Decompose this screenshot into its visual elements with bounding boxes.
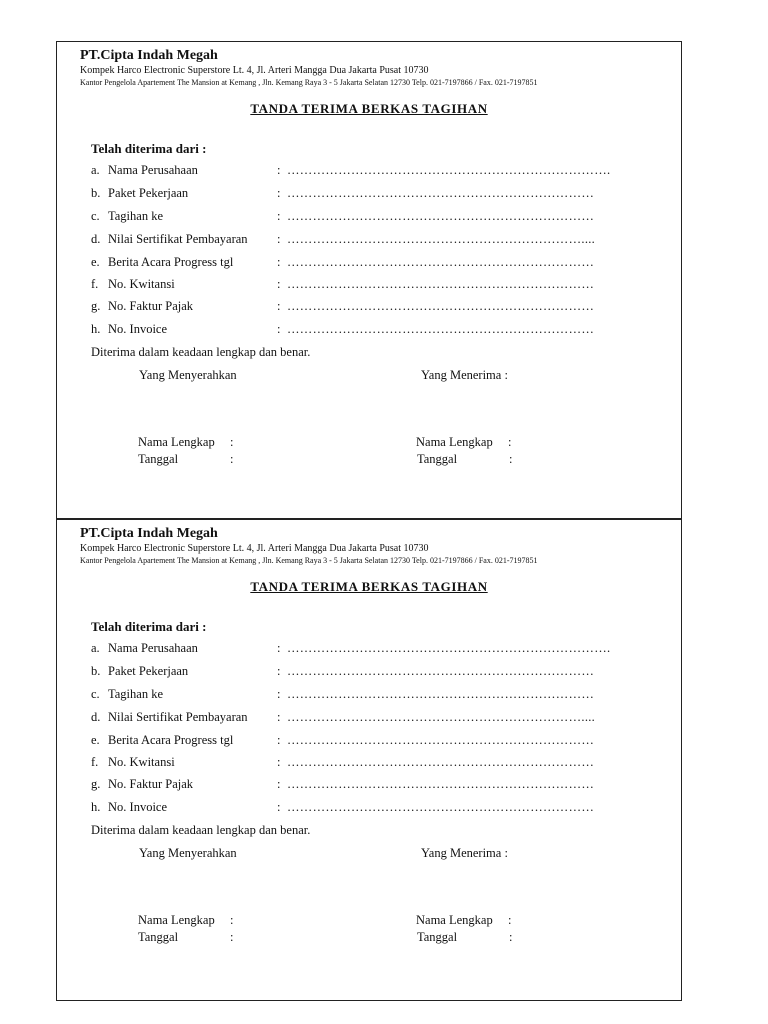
form-title: TANDA TERIMA BERKAS TAGIHAN <box>250 579 488 594</box>
field-colon: : <box>277 641 281 655</box>
date-label: Tanggal <box>138 452 179 466</box>
full-name-colon: : <box>508 913 512 927</box>
field-colon: : <box>277 710 281 724</box>
field-letter: e. <box>91 733 100 747</box>
field-fill-line[interactable]: ……………………………………………………………… <box>287 800 595 814</box>
field-letter: e. <box>91 255 100 269</box>
field-colon: : <box>277 209 281 223</box>
field-fill-line[interactable]: ……………………………………………………………… <box>287 299 595 313</box>
field-fill-line[interactable]: …………………………………………………………….... <box>287 232 596 246</box>
company-address: Kompek Harco Electronic Superstore Lt. 4, Jl. Arteri Mangga Dua Jakarta Pusat 10730 <box>80 543 429 554</box>
receiver-heading: Yang Menerima : <box>421 846 508 860</box>
date-colon: : <box>230 452 234 466</box>
date-label: Tanggal <box>417 930 458 944</box>
field-fill-line[interactable]: …………………………………………………………………. <box>287 641 611 655</box>
field-colon: : <box>277 800 281 814</box>
field-colon: : <box>277 277 281 291</box>
field-label: No. Invoice <box>108 322 168 336</box>
field-letter: g. <box>91 299 101 313</box>
date-colon: : <box>509 452 513 466</box>
field-letter: a. <box>91 641 100 655</box>
field-label: Paket Pekerjaan <box>108 664 189 678</box>
field-fill-line[interactable]: ……………………………………………………………… <box>287 277 595 291</box>
full-name-colon: : <box>230 435 234 449</box>
field-label: Berita Acara Progress tgl <box>108 255 234 269</box>
field-fill-line[interactable]: …………………………………………………………….... <box>287 710 596 724</box>
field-letter: f. <box>91 755 99 769</box>
field-label: Berita Acara Progress tgl <box>108 733 234 747</box>
full-name-colon: : <box>508 435 512 449</box>
field-colon: : <box>277 299 281 313</box>
field-label: Nilai Sertifikat Pembayaran <box>108 710 248 724</box>
field-colon: : <box>277 322 281 336</box>
field-label: Nilai Sertifikat Pembayaran <box>108 232 248 246</box>
field-receipt-number <box>91 277 651 295</box>
receipt-form-1 <box>56 41 682 519</box>
completeness-statement: Diterima dalam keadaan lengkap dan benar. <box>91 345 311 359</box>
field-work-package <box>91 664 651 682</box>
received-from-heading: Telah diterima dari : <box>91 619 207 634</box>
field-fill-line[interactable]: ……………………………………………………………… <box>287 209 595 223</box>
full-name-label: Nama Lengkap <box>138 435 215 449</box>
field-progress-report-date <box>91 255 651 273</box>
field-label: No. Kwitansi <box>108 277 175 291</box>
field-colon: : <box>277 186 281 200</box>
date-label: Tanggal <box>138 930 179 944</box>
field-fill-line[interactable]: …………………………………………………………………. <box>287 163 611 177</box>
field-letter: b. <box>91 186 101 200</box>
field-colon: : <box>277 755 281 769</box>
field-label: Tagihan ke <box>108 687 164 701</box>
field-label: Nama Perusahaan <box>108 163 198 177</box>
giver-heading: Yang Menyerahkan <box>139 368 237 382</box>
received-from-heading: Telah diterima dari : <box>91 141 207 156</box>
company-address: Kompek Harco Electronic Superstore Lt. 4, Jl. Arteri Mangga Dua Jakarta Pusat 10730 <box>80 65 429 76</box>
field-label: No. Kwitansi <box>108 755 175 769</box>
field-letter: a. <box>91 163 100 177</box>
field-letter: d. <box>91 710 101 724</box>
field-colon: : <box>277 733 281 747</box>
full-name-label: Nama Lengkap <box>416 913 493 927</box>
field-label: No. Faktur Pajak <box>108 299 194 313</box>
field-invoice-number <box>91 800 651 818</box>
field-company-name <box>91 641 651 659</box>
field-fill-line[interactable]: ……………………………………………………………… <box>287 687 595 701</box>
field-invoice-number-sequence <box>91 687 651 705</box>
field-payment-certificate-value <box>91 710 651 728</box>
management-office-address: Kantor Pengelola Apartement The Mansion at Kemang , Jln. Kemang Raya 3 - 5 Jakarta Selatan 12730 Telp. 021-7197866 / Fax. 021-7197851 <box>80 556 538 565</box>
field-label: No. Invoice <box>108 800 168 814</box>
field-fill-line[interactable]: ……………………………………………………………… <box>287 255 595 269</box>
field-label: Paket Pekerjaan <box>108 186 189 200</box>
field-letter: c. <box>91 209 100 223</box>
field-colon: : <box>277 777 281 791</box>
form-title: TANDA TERIMA BERKAS TAGIHAN <box>250 101 488 116</box>
field-invoice-number-sequence <box>91 209 651 227</box>
field-colon: : <box>277 232 281 246</box>
field-label: No. Faktur Pajak <box>108 777 194 791</box>
field-colon: : <box>277 163 281 177</box>
field-colon: : <box>277 255 281 269</box>
field-letter: c. <box>91 687 100 701</box>
full-name-label: Nama Lengkap <box>416 435 493 449</box>
field-fill-line[interactable]: ……………………………………………………………… <box>287 322 595 336</box>
full-name-colon: : <box>230 913 234 927</box>
field-fill-line[interactable]: ……………………………………………………………… <box>287 777 595 791</box>
company-name: PT.Cipta Indah Megah <box>80 48 218 63</box>
field-letter: f. <box>91 277 99 291</box>
field-label: Nama Perusahaan <box>108 641 198 655</box>
field-company-name <box>91 163 651 181</box>
field-fill-line[interactable]: ……………………………………………………………… <box>287 664 595 678</box>
field-tax-invoice-number <box>91 777 651 795</box>
full-name-label: Nama Lengkap <box>138 913 215 927</box>
field-payment-certificate-value <box>91 232 651 250</box>
date-colon: : <box>509 930 513 944</box>
field-label: Tagihan ke <box>108 209 164 223</box>
management-office-address: Kantor Pengelola Apartement The Mansion at Kemang , Jln. Kemang Raya 3 - 5 Jakarta Selatan 12730 Telp. 021-7197866 / Fax. 021-7197851 <box>80 78 538 87</box>
field-tax-invoice-number <box>91 299 651 317</box>
field-letter: d. <box>91 232 101 246</box>
date-colon: : <box>230 930 234 944</box>
field-fill-line[interactable]: ……………………………………………………………… <box>287 733 595 747</box>
field-colon: : <box>277 687 281 701</box>
field-progress-report-date <box>91 733 651 751</box>
field-fill-line[interactable]: ……………………………………………………………… <box>287 755 595 769</box>
completeness-statement: Diterima dalam keadaan lengkap dan benar. <box>91 823 311 837</box>
field-work-package <box>91 186 651 204</box>
receipt-form-2 <box>56 519 682 1001</box>
field-colon: : <box>277 664 281 678</box>
field-fill-line[interactable]: ……………………………………………………………… <box>287 186 595 200</box>
receiver-heading: Yang Menerima : <box>421 368 508 382</box>
giver-heading: Yang Menyerahkan <box>139 846 237 860</box>
field-invoice-number <box>91 322 651 340</box>
field-letter: b. <box>91 664 101 678</box>
field-letter: g. <box>91 777 101 791</box>
field-letter: h. <box>91 800 101 814</box>
date-label: Tanggal <box>417 452 458 466</box>
field-letter: h. <box>91 322 101 336</box>
field-receipt-number <box>91 755 651 773</box>
company-name: PT.Cipta Indah Megah <box>80 526 218 541</box>
